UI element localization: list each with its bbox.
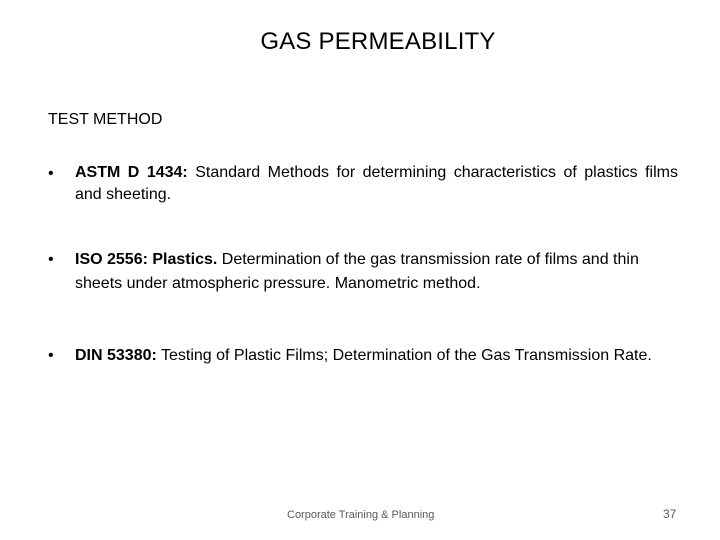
bullet-description: Standard Methods for determining characteristics of plastics films and sheeting.	[75, 164, 678, 203]
bullet-point-icon: •	[48, 347, 54, 364]
bullet-astm-d1434	[48, 162, 678, 206]
bullet-din-53380	[48, 344, 678, 368]
slide-title: GAS PERMEABILITY	[260, 28, 496, 55]
bullet-description: Determination of the gas transmission rate of films and thin sheets under atmospheric pressure. Manometric method.	[75, 251, 639, 292]
bullet-standard-code: ISO 2556: Plastics.	[75, 251, 218, 268]
bullet-description: Testing of Plastic Films; Determination of the Gas Transmission Rate.	[156, 347, 652, 364]
section-heading: TEST METHOD	[48, 111, 163, 128]
bullet-body	[75, 344, 678, 368]
bullet-point-icon: •	[48, 251, 54, 268]
footer-text: Corporate Training & Planning	[287, 509, 435, 521]
bullet-iso-2556	[48, 248, 678, 296]
bullet-standard-code: ASTM D 1434:	[75, 164, 188, 181]
bullet-body	[75, 162, 678, 206]
page-number: 37	[663, 507, 677, 521]
bullet-body	[75, 248, 678, 296]
bullet-point-icon: •	[48, 165, 54, 182]
bullet-standard-code: DIN 53380:	[75, 347, 157, 364]
